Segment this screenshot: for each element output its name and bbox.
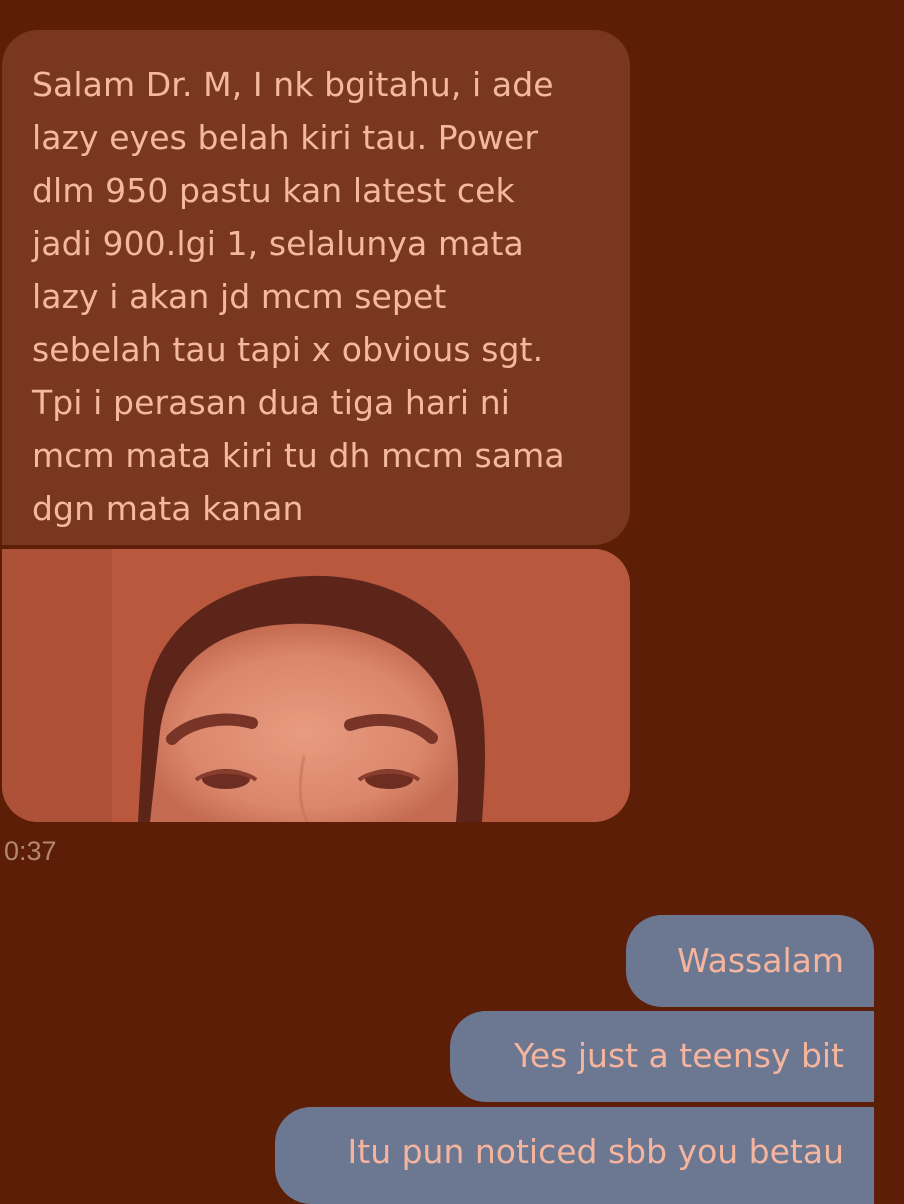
incoming-message-text: Salam Dr. M, I nk bgitahu, i ade lazy eyes belah kiri tau. Power dlm 950 pastu kan latest cek jadi 900.lgi 1, selalunya mata lazy i akan jd mcm sepet sebelah tau tapi x obvious sgt. Tpi i perasan dua tiga hari ni mcm mata kiri tu dh mcm sama dgn mata kanan [32,65,565,528]
outgoing-message-bubble [275,1107,874,1204]
incoming-photo-attachment[interactable] [2,549,630,822]
incoming-message-bubble [2,30,630,545]
incoming-timestamp: 0:37 [4,836,57,866]
outgoing-message-bubble [450,1011,874,1102]
photo-icon [2,549,630,822]
outgoing-message-text: Wassalam [677,941,844,980]
outgoing-message-text: Itu pun noticed sbb you betau [347,1132,844,1171]
outgoing-message-text: Yes just a teensy bit [514,1036,844,1075]
outgoing-message-bubble [626,915,874,1007]
